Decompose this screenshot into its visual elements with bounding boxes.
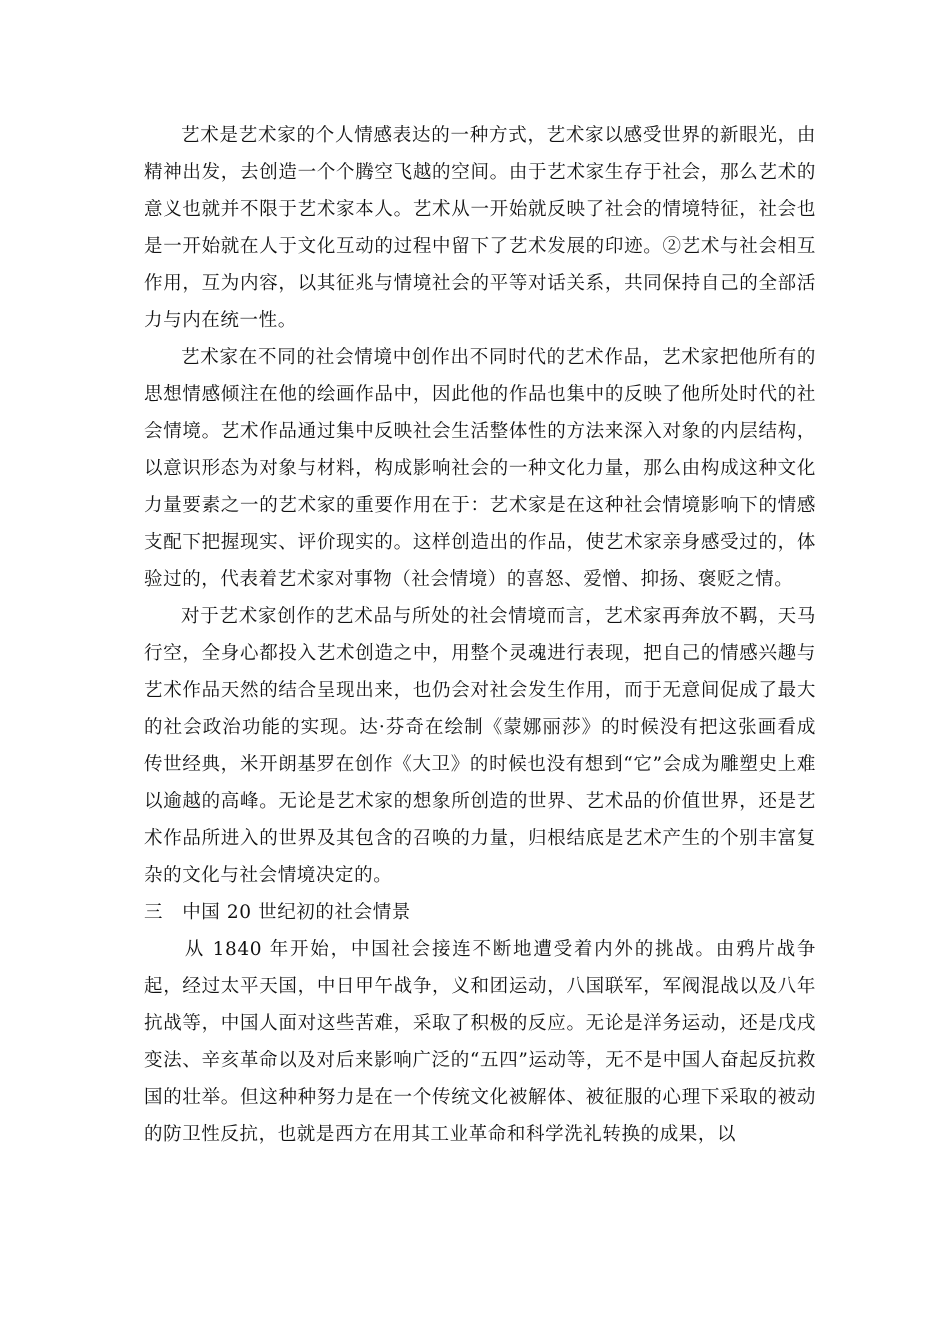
- section-heading: 三 中国 20 世纪初的社会情景: [144, 902, 411, 923]
- document-body: [144, 117, 816, 1153]
- paragraph-china-1840: 从 1840 年开始，中国社会接连不断地遭受着内外的挑战。由鸦片战争起，经过太平天国，中日甲午战争，义和团运动，八国联军，军阀混战以及八年抗战等，中国人面对这些苦难，采取了积极的反应。无论是洋务运动，还是戊戌变法、辛亥革命以及对后来影响广泛的“五四”运动等，无不是中国人奋起反抗救国的壮举。但这种种努力是在一个传统文化被解体、被征服的心理下采取的被动的防卫性反抗，也就是西方在用其工业革命和科学洗礼转换的成果，以: [144, 939, 816, 1145]
- paragraph-art-as-expression: 艺术是艺术家的个人情感表达的一种方式，艺术家以感受世界的新眼光，由精神出发，去创造一个个腾空飞越的空间。由于艺术家生存于社会，那么艺术的意义也就并不限于艺术家本人。艺术从一开始就反映了社会的情境特征，社会也是一开始就在人于文化互动的过程中留下了艺术发展的印迹。②艺术与社会相互作用，互为内容，以其征兆与情境社会的平等对话关系，共同保持自己的全部活力与内在统一性。: [144, 125, 816, 331]
- paragraph-artwork-social-function: 对于艺术家创作的艺术品与所处的社会情境而言，艺术家再奔放不羁，天马行空，全身心都投入艺术创造之中，用整个灵魂进行表现，把自己的情感兴趣与艺术作品天然的结合呈现出来，也仍会对社会发生作用，而于无意间促成了最大的社会政治功能的实现。达·芬奇在绘制《蒙娜丽莎》的时候没有把这张画看成传世经典，米开朗基罗在创作《大卫》的时候也没有想到“它”会成为雕塑史上难以逾越的高峰。无论是艺术家的想象所创造的世界、艺术品的价值世界，还是艺术作品所进入的世界及其包含的召唤的力量，归根结底是艺术产生的个别丰富复杂的文化与社会情境决定的。: [144, 606, 816, 886]
- paragraph-artist-social-context: 艺术家在不同的社会情境中创作出不同时代的艺术作品，艺术家把他所有的思想情感倾注在他的绘画作品中，因此他的作品也集中的反映了他所处时代的社会情境。艺术作品通过集中反映社会生活整体性的方法来深入对象的内层结构，以意识形态为对象与材料，构成影响社会的一种文化力量，那么由构成这种文化力量要素之一的艺术家的重要作用在于：艺术家是在这种社会情境影响下的情感支配下把握现实、评价现实的。这样创造出的作品，使艺术家亲身感受过的，体验过的，代表着艺术家对事物（社会情境）的喜怒、爱憎、抑扬、褒贬之情。: [144, 347, 816, 590]
